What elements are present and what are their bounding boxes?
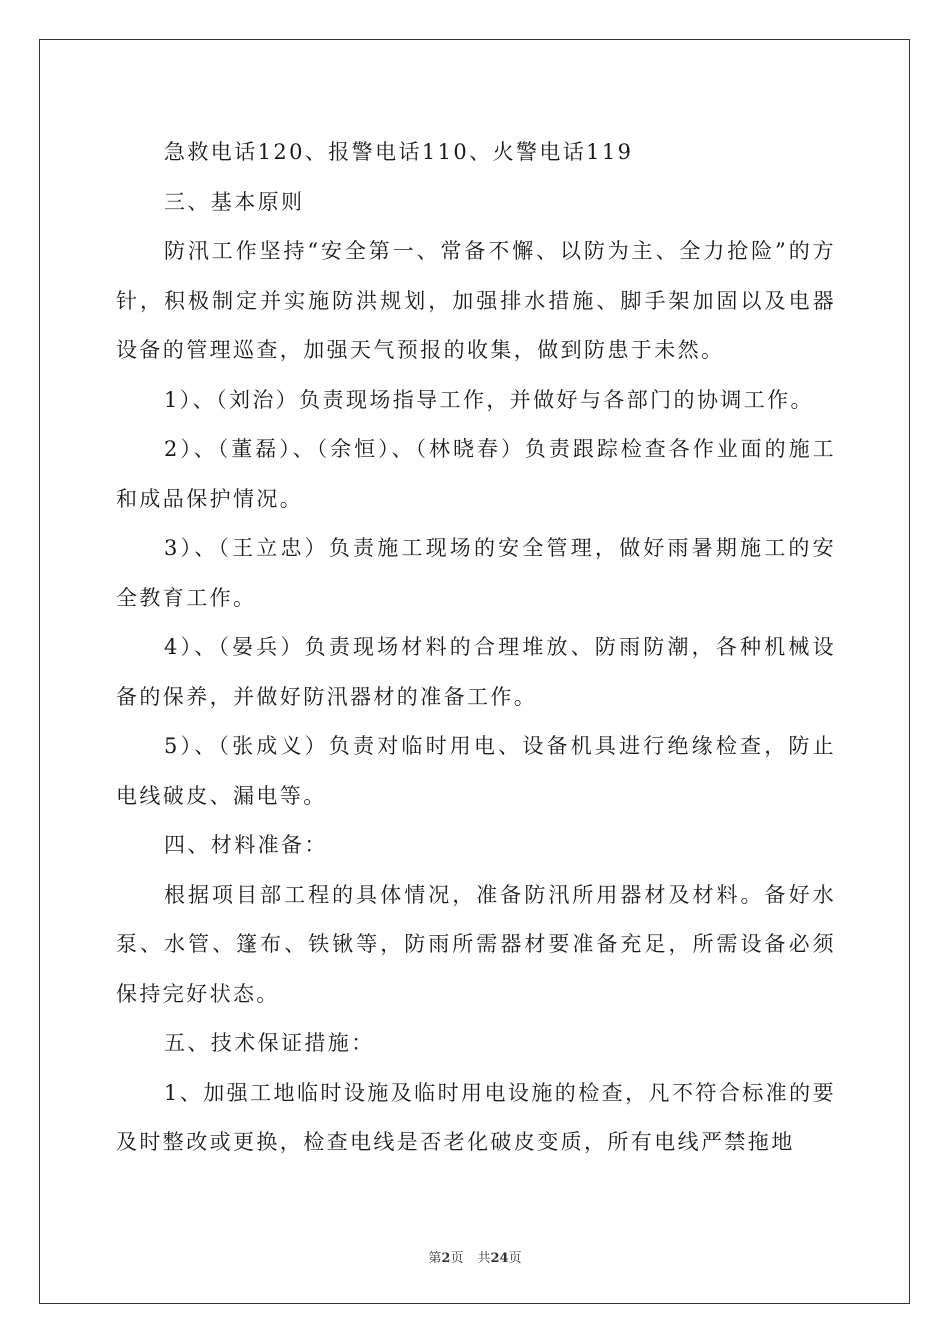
page-current: 2	[441, 1251, 451, 1266]
heading-basic-principles: 三、基本原则	[164, 189, 305, 214]
paragraph-duty-5: 5）、（张成义）负责对临时用电、设备机具进行绝缘检查，防止电线破皮、漏电等。	[116, 734, 836, 808]
page-suffix: 页	[450, 1251, 464, 1266]
paragraph-emergency-numbers: 急救电话120、报警电话110、火警电话119	[164, 140, 634, 164]
page-total: 24	[490, 1251, 509, 1266]
paragraph-duty-3: 3）、（王立忠）负责施工现场的安全管理，做好雨暑期施工的安全教育工作。	[116, 536, 836, 610]
page-prefix: 第	[428, 1251, 442, 1266]
document-body	[116, 128, 836, 1168]
heading-material-preparation: 四、材料准备：	[164, 833, 328, 857]
total-prefix: 共	[477, 1251, 491, 1266]
total-suffix: 页	[508, 1251, 522, 1266]
paragraph-duty-1: 1）、（刘治）负责现场指导工作，并做好与各部门的协调工作。	[164, 387, 814, 412]
page-footer	[0, 1247, 950, 1266]
paragraph-measure-1: 1、加强工地临时设施及临时用电设施的检查，凡不符合标准的要及时整改或更换，检查电线是否老化破皮变质，所有电线严禁拖地	[116, 1080, 836, 1154]
paragraph-materials: 根据项目部工程的具体情况，准备防汛所用器材及材料。备好水泵、水管、篷布、铁锹等，防雨所需器材要准备充足，所需设备必须保持完好状态。	[116, 882, 836, 1006]
paragraph-duty-2: 2）、（董磊）、（余恒）、（林晓春）负责跟踪检查各作业面的施工和成品保护情况。	[116, 437, 836, 511]
paragraph-duty-4: 4）、（晏兵）负责现场材料的合理堆放、防雨防潮，各种机械设备的保养，并做好防汛器材的准备工作。	[116, 635, 836, 709]
heading-technical-measures: 五、技术保证措施：	[164, 1031, 375, 1055]
paragraph-principles: 防汛工作坚持“安全第一、常备不懈、以防为主、全力抢险”的方针，积极制定并实施防洪规划，加强排水措施、脚手架加固以及电器设备的管理巡查，加强天气预报的收集，做到防患于未然。	[116, 239, 836, 362]
